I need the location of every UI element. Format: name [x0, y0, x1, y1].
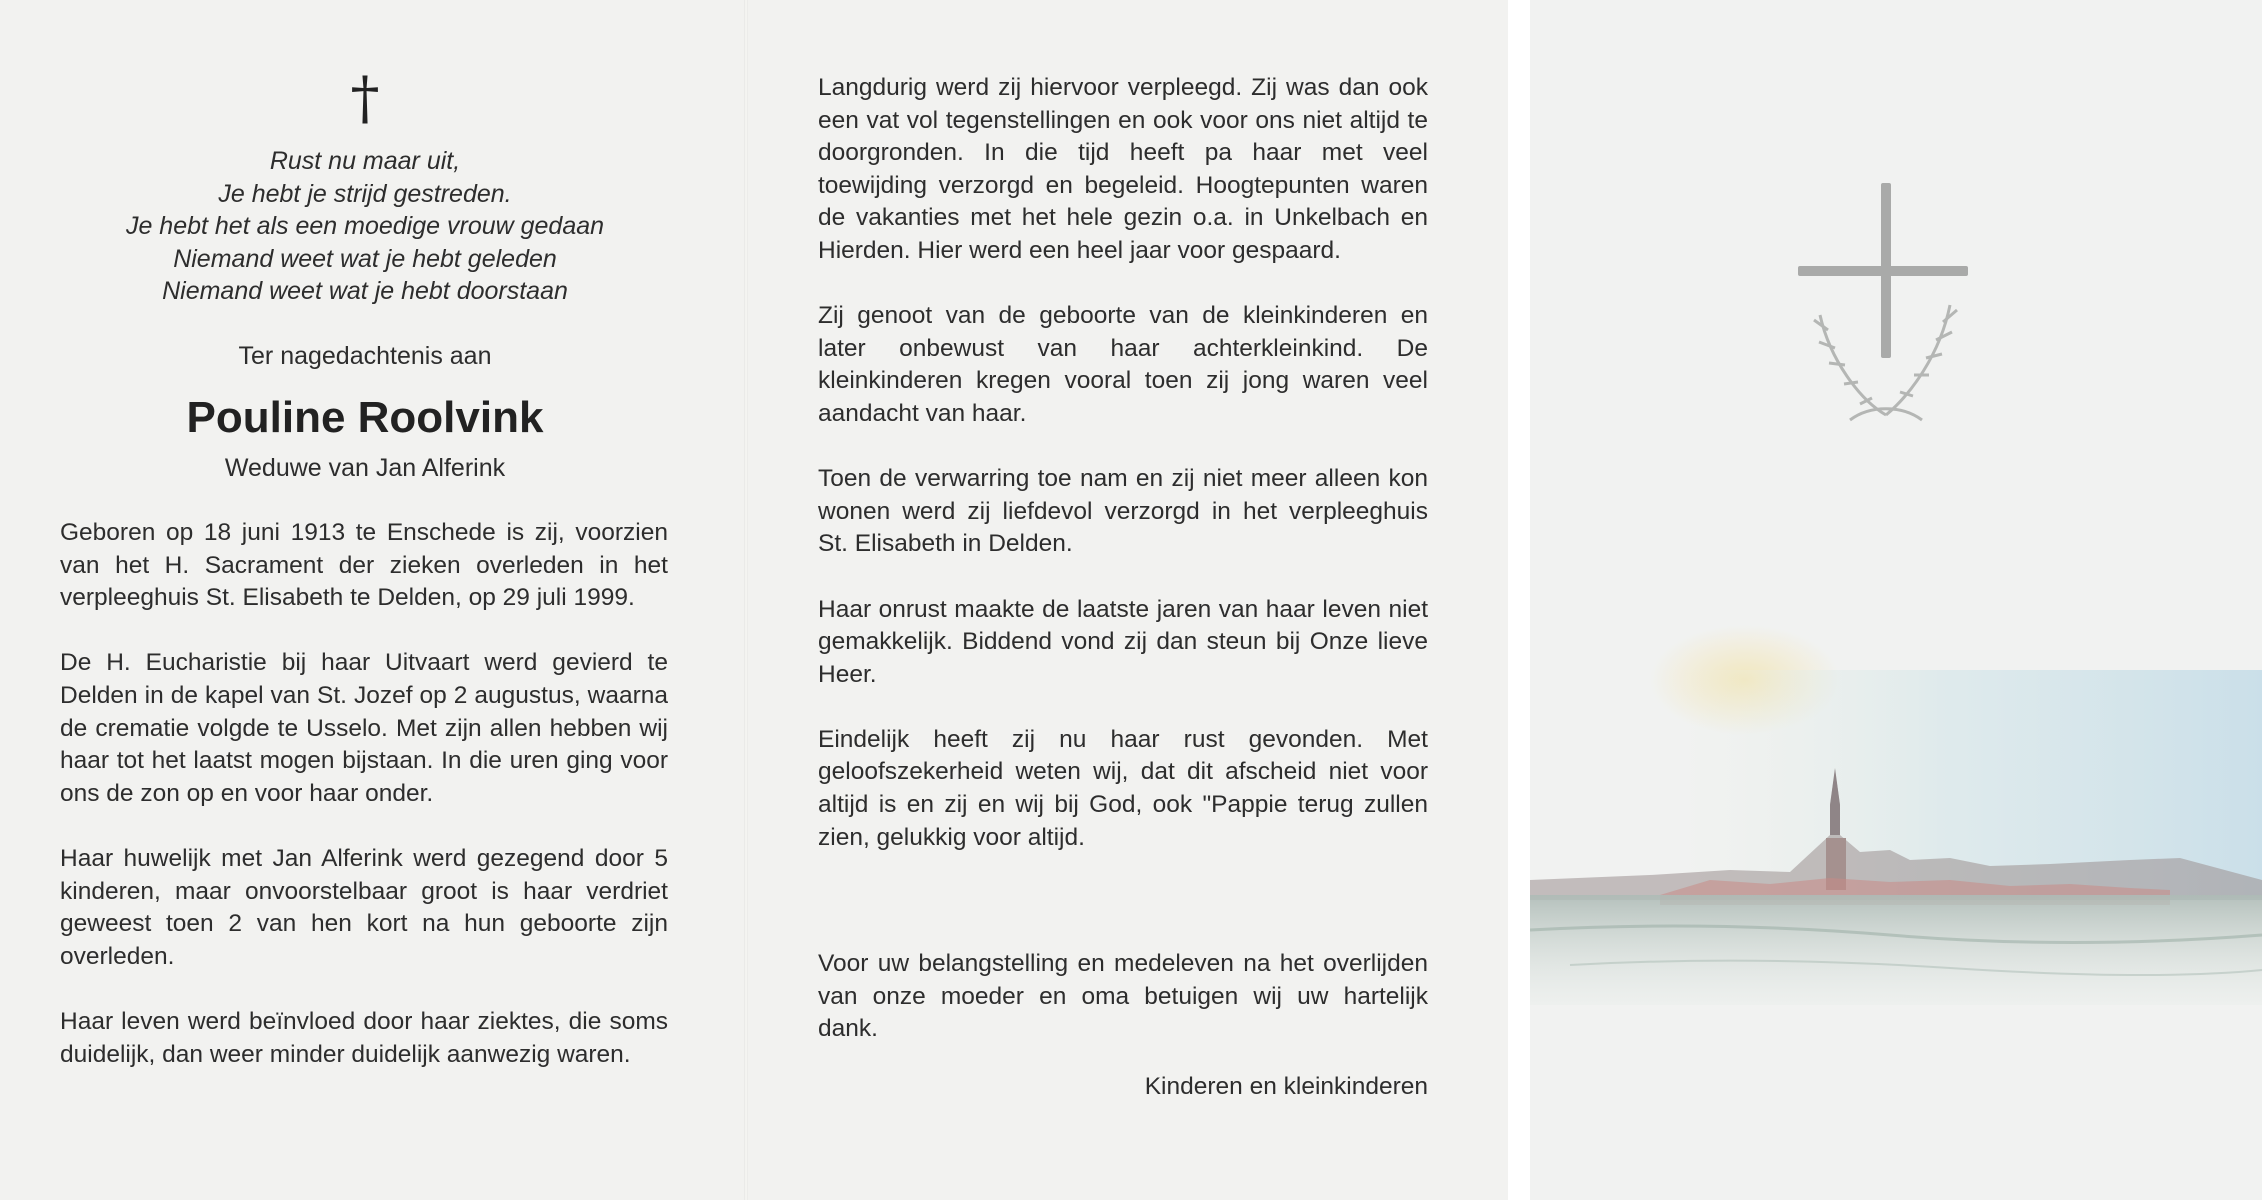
in-memory-label: Ter nagedachtenis aan	[238, 342, 492, 370]
paragraph: Zij genoot van de geboorte van de kleinkinderen en later onbewust van haar achterkleinkind. De kleinkinderen kregen vooral toen zij jong waren veel aandacht van haar.	[818, 302, 1428, 427]
cover-panel	[1530, 0, 2262, 1200]
deceased-name: Pouline Roolvink	[186, 393, 544, 442]
middle-panel	[748, 0, 1508, 1200]
thanks-text: Voor uw belangstelling en medeleven na het overlijden van onze moeder en oma betuigen wij uw hartelijk dank.	[818, 950, 1428, 1043]
paragraph: Haar leven werd beïnvloed door haar ziektes, die soms duidelijk, dan weer minder duidelijk aanwezig waren.	[60, 1007, 668, 1068]
poem-line: Niemand weet wat je hebt doorstaan	[162, 277, 568, 305]
widow-of: Weduwe van Jan Alferink	[224, 454, 506, 482]
paragraph: De H. Eucharistie bij haar Uitvaart werd gevierd te Delden in de kapel van St. Jozef op 2 augustus, waarna de crematie volgde te Usselo. Met zijn allen hebben wij haar tot het laatst mogen bijstaan. In die uren ging voor ons de zon op en voor haar onder.	[60, 649, 668, 807]
paragraph: Haar huwelijk met Jan Alferink werd gezegend door 5 kinderen, maar onvoorstelbaar groot is haar verdriet geweest toen 2 van hen kort na hun geboorte zijn overleden.	[60, 844, 668, 970]
cover-illustration	[1530, 0, 2262, 1200]
paragraph: Toen de verwarring toe nam en zij niet meer alleen kon wonen werd zij liefdevol verzorgd in het verpleeghuis St. Elisabeth in Delden.	[818, 465, 1428, 558]
paragraph: Langdurig werd zij hiervoor verpleegd. Zij was dan ook een vat vol tegenstellingen en ook voor ons niet altijd te doorgronden. In die tijd heeft pa haar met veel toewijding verzorgd en begeleid. Hoogtepunten waren de vakanties met het hele gezin o.a. in Unkelbach en Hierden. Hier werd een heel jaar voor gespaard.	[818, 74, 1428, 264]
left-body	[60, 517, 668, 1104]
poem-line: Rust nu maar uit,	[269, 147, 461, 175]
middle-body	[818, 72, 1428, 887]
left-panel	[0, 0, 744, 1200]
poem-line: Niemand weet wat je hebt geleden	[173, 244, 557, 273]
poem	[0, 145, 730, 308]
paragraph: Geboren op 18 juni 1913 te Enschede is zij, voorzien van het H. Sacrament der zieken overleden in het verpleeghuis St. Elisabeth te Delden, op 29 juli 1999.	[60, 519, 668, 612]
signature: Kinderen en kleinkinderen	[1144, 1073, 1428, 1100]
poem-line: Je hebt het als een moedige vrouw gedaan	[125, 212, 605, 240]
village-church-illustration	[1530, 625, 2262, 1005]
paragraph: Eindelijk heeft zij nu haar rust gevonden. Met geloofszekerheid weten wij, dat dit afscheid niet voor altijd is en zij en wij bij God, ook "Pappie terug zullen zien, gelukkig voor altijd.	[818, 725, 1428, 851]
paragraph: Haar onrust maakte de laatste jaren van haar leven niet gemakkelijk. Biddend vond zij dan steun bij Onze lieve Heer.	[818, 595, 1428, 688]
poem-line: Je hebt je strijd gestreden.	[218, 179, 512, 208]
cross-icon: †	[350, 64, 380, 132]
